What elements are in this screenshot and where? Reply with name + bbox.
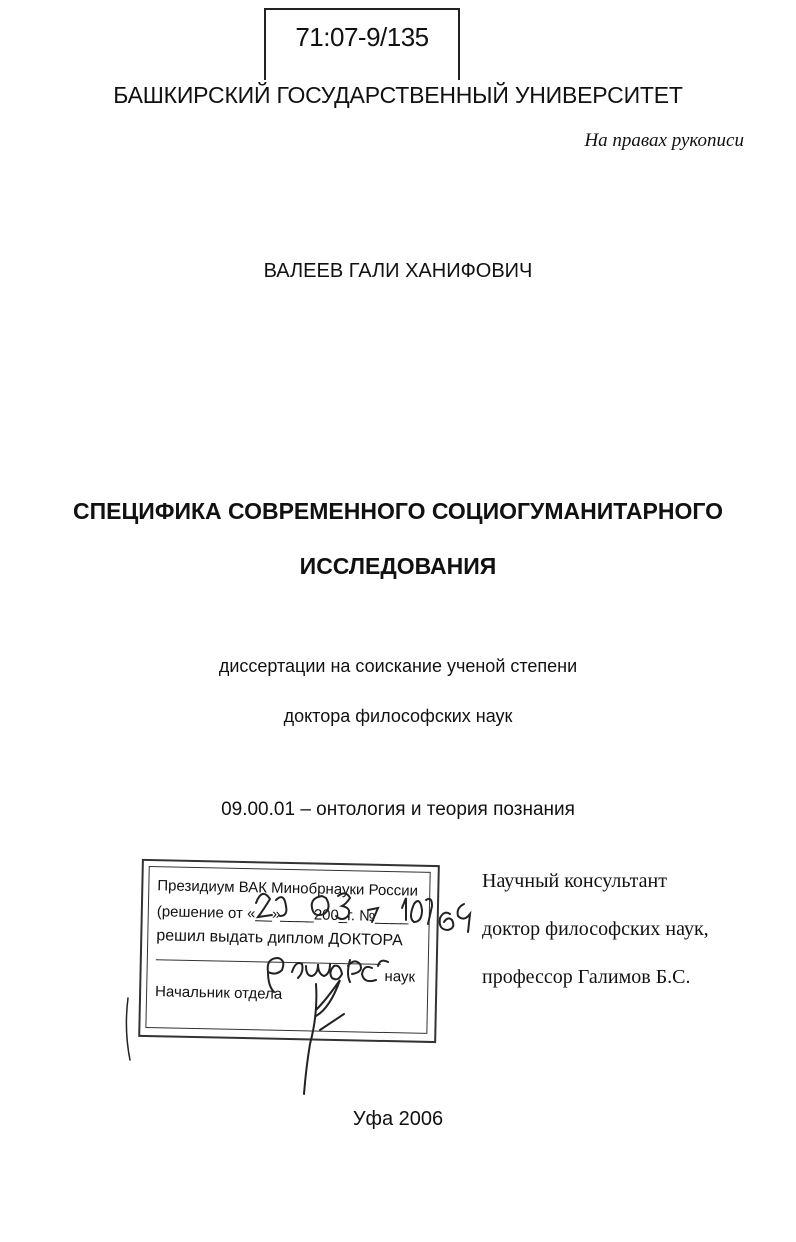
university-name: БАШКИРСКИЙ ГОСУДАРСТВЕННЫЙ УНИВЕРСИТЕТ	[113, 82, 683, 108]
dissertation-title-line-2: ИССЛЕДОВАНИЯ	[299, 553, 497, 579]
consultant-name: профессор Галимов Б.С.	[482, 966, 691, 988]
consultant-degree: доктор философских наук,	[482, 918, 709, 940]
margin-mark	[126, 998, 130, 1060]
author-name: ВАЛЕЕВ ГАЛИ ХАНИФОВИЧ	[263, 260, 533, 282]
specialty-code: 09.00.01 – онтология и теория познания	[221, 799, 575, 820]
stamp-line-decision: (решение от «__»____200_г. №____	[156, 903, 409, 926]
manuscript-note: На правах рукописи	[584, 130, 744, 151]
degree-subtitle-line-2: доктора философских наук	[283, 706, 513, 726]
dissertation-title-line-1: СПЕЦИФИКА СОВРЕМЕННОГО СОЦИОГУМАНИТАРНОГО	[73, 498, 723, 524]
stamp-line-head: Начальник отдела	[154, 983, 283, 1003]
consultant-label: Научный консультант	[482, 870, 667, 892]
degree-subtitle-line-1: диссертации на соискание ученой степени	[218, 656, 578, 676]
place-and-year: Уфа 2006	[352, 1108, 444, 1130]
catalog-number: 71:07-9/135	[295, 22, 429, 52]
stamp-line-science: наук	[384, 967, 416, 986]
stamp-line-diploma: решил выдать диплом ДОКТОРА	[156, 927, 403, 950]
stamp-line-presidium: Президиум ВАК Минобрнауки России	[157, 877, 419, 900]
vak-stamp	[138, 859, 442, 1045]
catalog-number-box	[264, 8, 460, 80]
